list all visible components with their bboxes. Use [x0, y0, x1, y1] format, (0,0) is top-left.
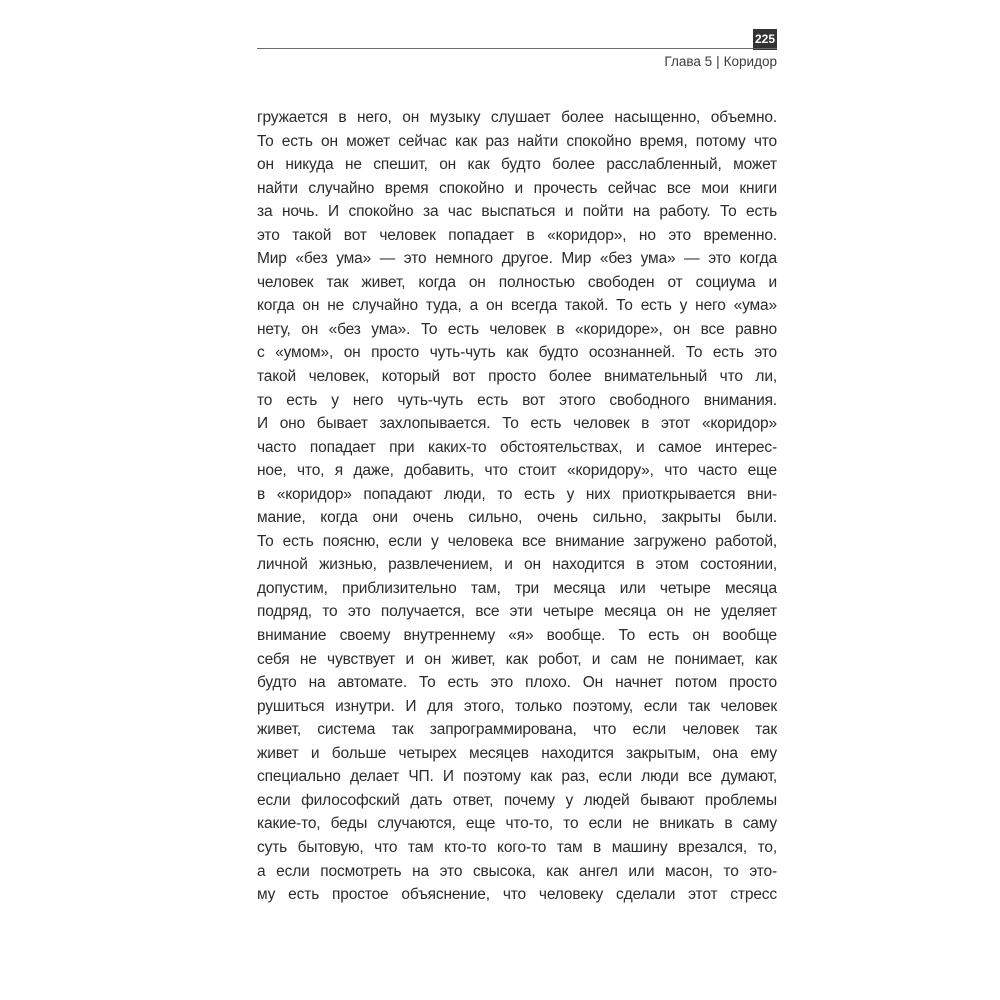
text-line: это такой вот человек попадает в «коридор», но это временно.: [257, 226, 777, 244]
text-line: а если посмотреть на это свысока, как ангел или масон, то это-: [257, 862, 777, 880]
text-line: такой человек, который вот просто более внимательный что ли,: [257, 368, 777, 386]
chapter-label: Глава 5: [664, 54, 713, 69]
page-number: 225: [753, 29, 777, 50]
section-title: Коридор: [723, 54, 777, 69]
text-line: если философский дать ответ, почему у людей бывают проблемы: [257, 791, 777, 809]
text-line: То есть он может сейчас как раз найти спокойно время, потому что: [257, 132, 777, 150]
text-line: мание, когда они очень сильно, очень сильно, закрыты были.: [257, 509, 777, 527]
text-line: му есть простое объяснение, что человеку сделали этот стресс: [257, 886, 777, 904]
text-line: живет, система так запрограммирована, что если человек так: [257, 721, 777, 739]
text-line: суть бытовую, что там кто-то кого-то там в машину врезался, то,: [257, 838, 777, 856]
text-line: личной жизнью, развлечением, и он находится в этом состоянии,: [257, 556, 777, 574]
text-line: когда он не случайно туда, а он всегда такой. То есть у него «ума»: [257, 297, 777, 315]
text-line: гружается в него, он музыку слушает более насыщенно, объемно.: [257, 109, 777, 126]
text-line: будто на автомате. То есть это плохо. Он начнет потом просто: [257, 674, 777, 692]
text-line: он никуда не спешит, он как будто более расслабленный, может: [257, 156, 777, 174]
text-line: с «умом», он просто чуть-чуть как будто осознанней. То есть это: [257, 344, 777, 362]
text-line: за ночь. И спокойно за час выспаться и пойти на работу. То есть: [257, 203, 777, 221]
body-text: [257, 106, 777, 907]
text-line: рушиться изнутри. И для этого, только поэтому, если так человек: [257, 697, 777, 715]
text-line: какие-то, беды случаются, еще что-то, то если не вникать в саму: [257, 815, 777, 833]
text-line: в «коридор» попадают люди, то есть у них приоткрывается вни-: [257, 485, 777, 503]
running-head: [664, 54, 777, 70]
text-line: нету, он «без ума». То есть человек в «коридоре», он все равно: [257, 320, 777, 338]
text-line: живет и больше четырех месяцев находится закрытым, она ему: [257, 744, 777, 762]
text-line: допустим, приблизительно там, три месяца или четыре месяца: [257, 579, 777, 597]
text-line: подряд, то это получается, все эти четыре месяца он не уделяет: [257, 603, 777, 621]
header-rule: [257, 48, 777, 49]
text-line: ное, что, я даже, добавить, что стоит «коридору», что часто еще: [257, 462, 777, 480]
text-line: То есть поясню, если у человека все внимание загружено работой,: [257, 532, 777, 550]
text-line: человек так живет, когда он полностью свободен от социума и: [257, 273, 777, 291]
text-line: специально делает ЧП. И поэтому как раз, если люди все думают,: [257, 768, 777, 786]
text-line: себя не чувствует и он живет, как робот, и сам не понимает, как: [257, 650, 777, 668]
text-line: то есть у него чуть-чуть есть вот этого свободного внимания.: [257, 391, 777, 409]
text-line: И оно бывает захлопывается. То есть человек в этот «коридор»: [257, 415, 777, 433]
running-head-separator: |: [716, 54, 720, 69]
text-line: часто попадает при каких-то обстоятельствах, и самое интерес-: [257, 438, 777, 456]
text-line: найти случайно время спокойно и прочесть сейчас все мои книги: [257, 179, 777, 197]
text-line: Мир «без ума» — это немного другое. Мир «без ума» — это когда: [257, 250, 777, 268]
text-line: внимание своему внутреннему «я» вообще. То есть он вообще: [257, 627, 777, 645]
